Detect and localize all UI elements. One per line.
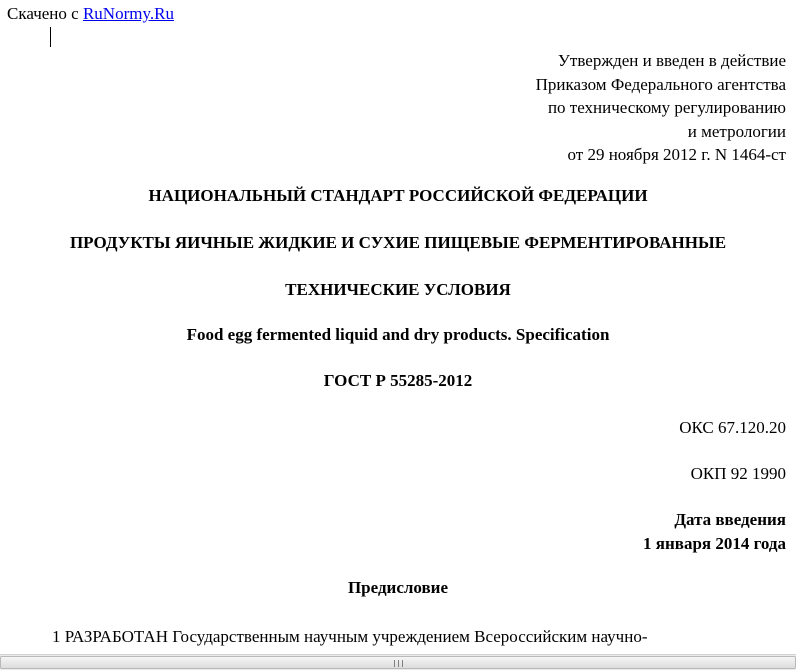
scrollbar-grip-icon (393, 660, 405, 667)
intro-date-label: Дата введения (674, 510, 786, 529)
standard-type-heading: НАЦИОНАЛЬНЫЙ СТАНДАРТ РОССИЙСКОЙ ФЕДЕРАЦИИ (148, 186, 648, 205)
foreword-heading: Предисловие (347, 578, 449, 597)
source-line (7, 4, 174, 24)
foreword-paragraph: 1 РАЗРАБОТАН Государственным научным учреждением Всероссийским научно- (52, 627, 648, 646)
standard-number: ГОСТ Р 55285-2012 (323, 371, 473, 390)
subtitle-heading: ТЕХНИЧЕСКИЕ УСЛОВИЯ (285, 280, 511, 299)
okp-code: ОКП 92 1990 (690, 464, 786, 483)
approval-line: от 29 ноября 2012 г. N 1464-ст (567, 145, 786, 164)
text-caret (50, 27, 51, 47)
approval-block (536, 49, 786, 167)
approval-line: и метрологии (687, 121, 786, 141)
source-link[interactable]: RuNormy.Ru (82, 4, 174, 23)
oks-code: ОКС 67.120.20 (679, 418, 786, 437)
intro-date-value: 1 января 2014 года (643, 534, 786, 553)
horizontal-scrollbar[interactable] (0, 654, 796, 670)
approval-line: Утвержден и введен в действие (557, 51, 786, 70)
approval-line: Приказом Федерального агентства (535, 74, 786, 94)
approval-line: по техническому регулированию (547, 98, 786, 117)
product-title-heading: ПРОДУКТЫ ЯИЧНЫЕ ЖИДКИЕ И СУХИЕ ПИЩЕВЫЕ ФЕРМЕНТИРОВАННЫЕ (69, 233, 727, 252)
scrollbar-thumb[interactable] (0, 656, 796, 669)
downloaded-prefix: Скачено с (7, 4, 83, 23)
english-title: Food egg fermented liquid and dry products. Specification (186, 325, 610, 344)
